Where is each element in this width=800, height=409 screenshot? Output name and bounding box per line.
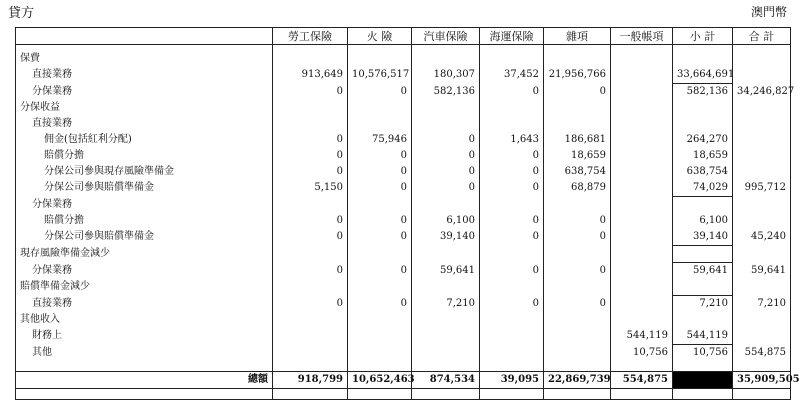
cell-value [544,197,611,214]
cell-value [273,116,348,132]
cell-value: 7,210 [733,296,791,313]
cell-value: 0 [544,213,611,229]
cell-value: 0 [544,296,611,313]
cell-value: 68,879 [544,180,611,197]
cell-value [480,312,544,328]
cell-value: 0 [348,229,412,246]
page-title: 貸方 [8,6,35,21]
credit-ledger-table [15,27,800,400]
cell-value [733,213,791,229]
table-row [16,51,791,67]
cell-value [480,197,544,214]
table-row [16,67,791,84]
total-value: 918,799 [273,372,348,389]
cell-value: 39,140 [673,229,733,246]
cell-value: 0 [480,213,544,229]
cell-value [611,263,673,280]
cell-value: 0 [480,229,544,246]
cell-value: 0 [480,148,544,164]
cell-value: 59,641 [733,263,791,280]
cell-value [480,246,544,263]
table-row [16,116,791,132]
table-row [16,132,791,148]
total-value: 39,095 [480,372,544,389]
cell-value [611,197,673,214]
row-label: 財務上 [16,328,273,345]
cell-value: 638,754 [673,164,733,180]
row-label: 分保公司參與賠償準備金 [16,229,273,246]
row-label: 賠償分擔 [16,148,273,164]
cell-value [544,345,611,362]
row-label: 分保業務 [16,84,273,101]
cell-value [348,116,412,132]
cell-value [348,197,412,214]
cell-value [611,51,673,67]
cell-value: 34,246,827 [733,84,791,101]
cell-value: 21,956,766 [544,67,611,84]
cell-value: 10,756 [611,345,673,362]
cell-value [273,279,348,296]
cell-value: 0 [348,213,412,229]
cell-value: 0 [480,164,544,180]
cell-value [348,246,412,263]
col-header: 合 計 [733,28,791,45]
cell-value: 45,240 [733,229,791,246]
cell-value [480,279,544,296]
row-label: 現存風險準備金減少 [16,246,273,263]
table-row [16,263,791,280]
cell-value: 37,452 [480,67,544,84]
cell-value [480,116,544,132]
row-label: 直接業務 [16,67,273,84]
cell-value [733,197,791,214]
header-label-col [16,28,273,45]
cell-value [348,328,412,345]
cell-value: 0 [412,132,480,148]
cell-value [733,328,791,345]
redacted-cell [673,372,733,389]
cell-value [733,100,791,116]
cell-value [544,312,611,328]
cell-value: 10,576,517 [348,67,412,84]
row-label: 賠償分擔 [16,213,273,229]
table-row [16,84,791,101]
cell-value [273,197,348,214]
cell-value [412,116,480,132]
cell-value [673,279,733,296]
total-value: 22,869,739 [544,372,611,389]
cell-value: 6,100 [412,213,480,229]
cell-value [348,345,412,362]
cell-value [733,148,791,164]
cell-value [480,328,544,345]
cell-value: 544,119 [611,328,673,345]
cell-value: 0 [348,263,412,280]
cell-value [348,100,412,116]
cell-value: 6,100 [673,213,733,229]
cell-value: 180,307 [412,67,480,84]
cell-value [733,279,791,296]
cell-value: 582,136 [673,84,733,101]
cell-value: 0 [348,180,412,197]
cell-value [412,51,480,67]
cell-value: 0 [544,84,611,101]
col-header: 汽車保險 [412,28,480,45]
cell-value: 10,756 [673,345,733,362]
cell-value [611,246,673,263]
cell-value: 582,136 [412,84,480,101]
cell-value: 59,641 [412,263,480,280]
table-row [16,213,791,229]
cell-value [412,345,480,362]
row-label: 保費 [16,51,273,67]
row-label: 其他收入 [16,312,273,328]
cell-value: 0 [348,164,412,180]
table-row [16,164,791,180]
cell-value [673,51,733,67]
cell-value [480,100,544,116]
row-label: 分保公司參與現存風險準備金 [16,164,273,180]
cell-value: 5,150 [273,180,348,197]
cell-value: 0 [480,180,544,197]
table-row [16,148,791,164]
row-label: 賠償準備金減少 [16,279,273,296]
cell-value [273,100,348,116]
cell-value [733,164,791,180]
col-header: 勞工保險 [273,28,348,45]
cell-value [480,51,544,67]
col-header: 海運保險 [480,28,544,45]
cell-value: 0 [412,164,480,180]
table-row [16,197,791,214]
cell-value [611,116,673,132]
cell-value: 0 [273,263,348,280]
cell-value [611,132,673,148]
cell-value [412,100,480,116]
col-header: 一般帳項 [611,28,673,45]
cell-value: 0 [273,213,348,229]
cell-value [273,51,348,67]
cell-value: 0 [348,84,412,101]
total-value: 35,909,505 [733,372,791,389]
cell-value [348,279,412,296]
cell-value: 74,029 [673,180,733,197]
cell-value [273,328,348,345]
cell-value [273,312,348,328]
cell-value [544,328,611,345]
cell-value [733,312,791,328]
cell-value: 39,140 [412,229,480,246]
cell-value [611,229,673,246]
col-header: 小 計 [673,28,733,45]
cell-value: 0 [273,296,348,313]
cell-value [611,67,673,84]
header-row [16,28,791,45]
cell-value [611,164,673,180]
cell-value [544,246,611,263]
cell-value: 186,681 [544,132,611,148]
col-header: 火 險 [348,28,412,45]
cell-value: 59,641 [673,263,733,280]
table-row [16,229,791,246]
row-label: 分保收益 [16,100,273,116]
cell-value [412,328,480,345]
cell-value: 33,664,691 [673,67,733,84]
cell-value: 0 [273,132,348,148]
cell-value [673,197,733,214]
cell-value [611,84,673,101]
table-row [16,296,791,313]
total-label: 總額 [16,372,273,389]
cell-value [544,100,611,116]
cell-value: 0 [273,148,348,164]
cell-value: 0 [273,84,348,101]
cell-value [412,312,480,328]
cell-value: 0 [273,164,348,180]
cell-value [733,132,791,148]
cell-value: 1,643 [480,132,544,148]
cell-value [412,279,480,296]
table-row [16,328,791,345]
row-label: 直接業務 [16,296,273,313]
row-label: 分保業務 [16,263,273,280]
cell-value [733,246,791,263]
cell-value [733,51,791,67]
total-row [16,372,791,389]
cell-value: 0 [412,148,480,164]
cell-value: 913,649 [273,67,348,84]
cell-value: 0 [348,148,412,164]
table-row [16,312,791,328]
cell-value: 995,712 [733,180,791,197]
table-row [16,279,791,296]
cell-value [412,246,480,263]
cell-value: 264,270 [673,132,733,148]
row-label: 其他 [16,345,273,362]
cell-value: 0 [544,263,611,280]
cell-value [273,246,348,263]
col-header: 雜項 [544,28,611,45]
cell-value: 75,946 [348,132,412,148]
row-label: 分保業務 [16,197,273,214]
cell-value: 554,875 [733,345,791,362]
cell-value [480,345,544,362]
cell-value: 0 [480,84,544,101]
cell-value [273,345,348,362]
cell-value [611,180,673,197]
cell-value [673,246,733,263]
cell-value: 0 [544,229,611,246]
cell-value [348,51,412,67]
cell-value: 0 [480,263,544,280]
cell-value [611,213,673,229]
row-label: 分保公司參與賠償準備金 [16,180,273,197]
cell-value [673,312,733,328]
cell-value: 18,659 [673,148,733,164]
cell-value: 544,119 [673,328,733,345]
row-label: 直接業務 [16,116,273,132]
cell-value: 638,754 [544,164,611,180]
cell-value: 7,210 [673,296,733,313]
cell-value [673,116,733,132]
cell-value [544,279,611,296]
cell-value [733,116,791,132]
total-value: 10,652,463 [348,372,412,389]
total-value: 554,875 [611,372,673,389]
currency-label: 澳門幣 [750,5,787,19]
cell-value [611,312,673,328]
cell-value [348,312,412,328]
cell-value [544,51,611,67]
table-row [16,246,791,263]
cell-value: 0 [348,296,412,313]
cell-value: 0 [480,296,544,313]
cell-value: 0 [412,180,480,197]
cell-value [611,148,673,164]
cell-value [611,100,673,116]
cell-value [611,279,673,296]
table-row [16,100,791,116]
cell-value [611,296,673,313]
row-label: 佣金(包括紅利分配) [16,132,273,148]
cell-value [733,67,791,84]
cell-value [544,116,611,132]
total-value: 874,534 [412,372,480,389]
cell-value: 0 [273,229,348,246]
cell-value: 18,659 [544,148,611,164]
cell-value [412,197,480,214]
cell-value: 7,210 [412,296,480,313]
table-row [16,345,791,362]
table-row [16,180,791,197]
cell-value [673,100,733,116]
